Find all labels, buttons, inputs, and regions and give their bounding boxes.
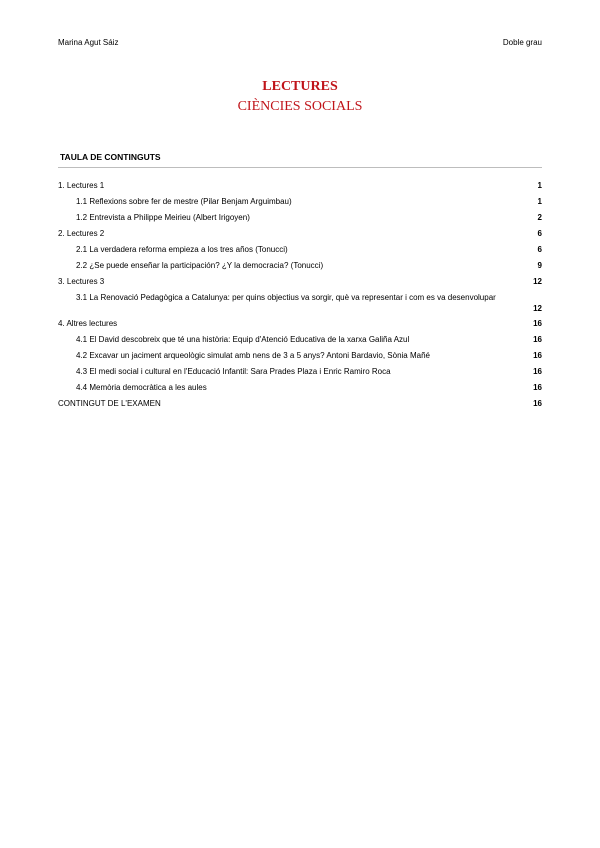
toc-entry-text: 4. Altres lectures [58,319,118,328]
toc-entry-text: 2. Lectures 2 [58,229,105,238]
toc-entry[interactable] [58,260,542,276]
toc-entry-page: 6 [537,245,542,254]
toc-entry-page: 16 [533,319,542,328]
toc-entry[interactable] [58,334,542,350]
toc-entry-page: 12 [533,277,542,286]
toc-entry-page: 1 [537,197,542,206]
toc-entry[interactable] [58,196,542,212]
toc-entry-text: 4.2 Excavar un jaciment arqueològic simulat amb nens de 3 a 5 anys? Antoni Bardavio, Sònia Mañé [76,351,430,360]
toc-entry-page: 6 [537,229,542,238]
toc-entry-text: 3. Lectures 3 [58,277,105,286]
toc-entry[interactable] [58,244,542,260]
toc-entry-page: 16 [533,335,542,344]
page-header [58,38,542,50]
toc-entry[interactable] [58,318,542,334]
author-name: Marina Agut Sáiz [58,38,119,47]
title-line-1: LECTURES [262,79,338,94]
toc-entry-text: 2.1 La verdadera reforma empieza a los tres años (Tonucci) [76,245,288,254]
toc-entry[interactable] [58,228,542,244]
title-line-2: CIÈNCIES SOCIALS [237,99,363,114]
toc-entry-text: 4.1 El David descobreix que té una història: Equip d'Atenció Educativa de la xarxa Galiña Azul [76,335,410,344]
toc-entry-text: 3.1 La Renovació Pedagògica a Catalunya: per quins objectius va sorgir, què va representar i com es va desenvolupar [76,293,496,302]
toc-entry-text: CONTINGUT DE L'EXAMEN [58,399,161,408]
toc-entry[interactable] [58,276,542,292]
toc-entry[interactable] [58,350,542,366]
toc-entry-page: 16 [533,367,542,376]
toc-entry[interactable] [58,180,542,196]
document-title [0,78,600,116]
toc-entry-page: 1 [537,181,542,190]
toc-entry[interactable] [58,398,542,414]
toc-entry-page: 9 [537,261,542,270]
toc-heading: TAULA DE CONTINGUTS [60,152,161,162]
table-of-contents [58,180,542,414]
toc-divider [58,167,542,168]
toc-entry[interactable] [58,366,542,382]
toc-entry[interactable] [58,382,542,398]
degree-label: Doble grau [502,38,542,47]
toc-entry-page: 16 [533,399,542,408]
toc-entry-page: 16 [533,351,542,360]
toc-entry[interactable] [58,292,542,318]
toc-entry-text: 1. Lectures 1 [58,181,105,190]
toc-entry-page: 12 [533,304,542,313]
toc-entry[interactable] [58,212,542,228]
toc-entry-text: 2.2 ¿Se puede enseñar la participación? ¿Y la democracia? (Tonucci) [76,261,324,270]
toc-entry-text: 4.3 El medi social i cultural en l'Educació Infantil: Sara Prades Plaza i Enric Ramiro Roca [76,367,391,376]
toc-entry-text: 1.2 Entrevista a Philippe Meirieu (Albert Irigoyen) [76,213,250,222]
toc-entry-page: 2 [537,213,542,222]
toc-entry-text: 1.1 Reflexions sobre fer de mestre (Pilar Benjam Arguimbau) [76,197,292,206]
toc-entry-text: 4.4 Memòria democràtica a les aules [76,383,207,392]
toc-entry-page: 16 [533,383,542,392]
